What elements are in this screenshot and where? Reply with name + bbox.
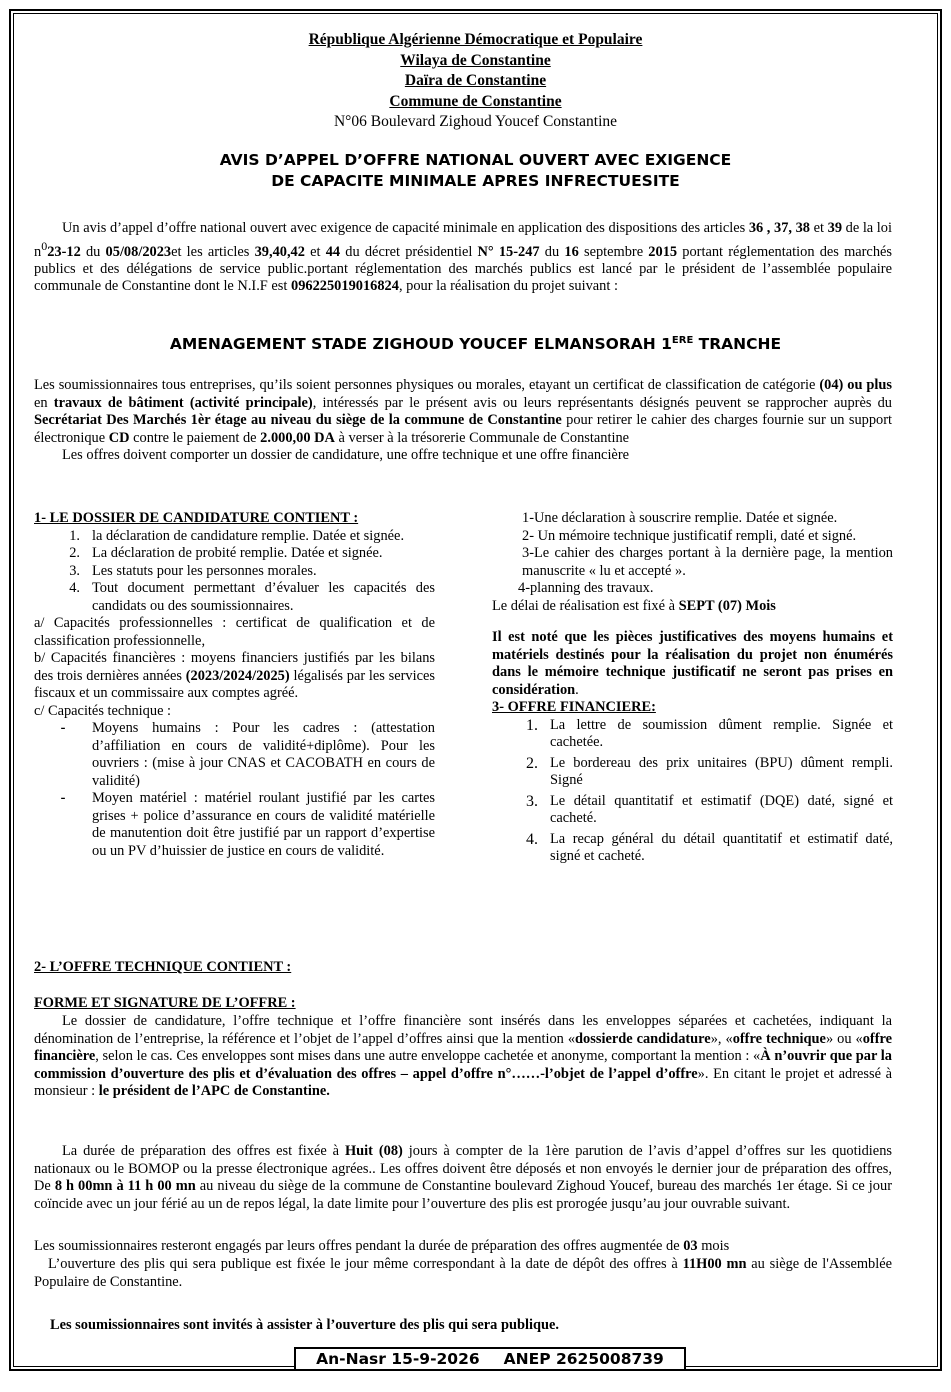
project-tail: TRANCHE	[693, 335, 782, 354]
list-item	[34, 720, 435, 790]
list-item	[492, 755, 893, 790]
forme-text: , selon le cas. Ces enveloppes sont mises dans une autre enveloppe cachetée et anonyme, comportant la mention : «	[95, 1048, 761, 1064]
dash-bullet: -	[60, 720, 66, 736]
item-number: 1.	[69, 527, 80, 544]
intro-articles-decree: 39,40,42	[254, 243, 305, 260]
item-text: La recap général du détail quantitatif et estimatif daté, signé et cacheté.	[550, 830, 893, 864]
header	[0, 30, 951, 133]
bidders-secretariat: Secrétariat Des Marchés 1èr étage au niveau du siège de la commune de Constantine	[34, 412, 562, 428]
opening-text: L’ouverture des plis qui sera publique est fixée le jour même correspondant à la date de dépôt des offres à	[48, 1256, 683, 1272]
capacity-financial-text: b/ Capacités financières : moyens financiers justifiés par les bilans des trois dernières années	[34, 650, 435, 684]
intro-nif: 096225019016824	[291, 278, 399, 295]
bidders-text: en	[34, 394, 54, 411]
intro-text: et	[810, 220, 828, 236]
invite-line	[50, 1317, 890, 1335]
intro-text: , pour la réalisation du projet suivant :	[398, 278, 618, 295]
intro-text: et les articles	[171, 243, 255, 260]
capacity-years: (2023/2024/2025)	[185, 667, 290, 684]
bidders-cd: CD	[108, 429, 130, 446]
intro-article-44: 44	[325, 243, 341, 260]
list-item	[34, 790, 435, 860]
header-commune: Commune de Constantine	[389, 92, 562, 110]
forme-text: » ou «	[825, 1030, 863, 1047]
section1-heading: 1- LE DOSSIER DE CANDIDATURE CONTIENT :	[34, 510, 359, 526]
item-number: 4.	[69, 580, 80, 596]
duration-text: La durée de préparation des offres est fixée à	[62, 1143, 345, 1159]
intro-loi: 23-12	[47, 243, 81, 260]
list-item	[492, 717, 893, 752]
intro-sup: 0	[41, 238, 48, 253]
section2-heading: 2- L’OFFRE TECHNIQUE CONTIENT :	[34, 959, 292, 975]
tech-item: 4-planning des travaux.	[518, 580, 654, 596]
capacity-professional: a/ Capacités professionnelles : certificat de qualification et de classification professionnelle,	[34, 615, 435, 649]
item-number: 3.	[69, 562, 80, 579]
bidders-price: 2.000,00 DA	[260, 429, 335, 446]
intro-articles: 36 , 37, 38	[748, 220, 811, 236]
duration-text: jours à compter de la 1ère parution de l’avis d’appel d’offres sur les quotidiens nationaux ou le BOMOP ou la presse électronique agrées.. Les offres doivent être déposés et non envoyés le dernier jour de préparation des offres, De	[34, 1143, 892, 1194]
intro-year: 2015	[648, 243, 678, 260]
bidders-works: travaux de bâtiment (activité principale)	[53, 394, 313, 411]
notice-title	[0, 150, 951, 192]
intro-text: de la loi n	[34, 220, 892, 260]
item-text: Moyen matériel : matériel roulant justifié par les cartes grises + police d’assurance en cours de validité matérielle de manutention doit être justifié par un rapport d’expertise ou un PV d’huissier de justice en cours de validité.	[92, 790, 435, 859]
item-text: Tout document permettant d’évaluer les capacités des candidats ou des soumissionnaires.	[92, 580, 435, 614]
opening-text: au siège de l'Assemblée Populaire de Constantine.	[34, 1256, 892, 1290]
list-item	[34, 528, 435, 546]
bidders-text: contre le paiement de	[129, 429, 261, 446]
forme-text: », «	[710, 1030, 733, 1047]
item-number: 4.	[526, 830, 538, 848]
footer-anep: ANEP 2625008739	[503, 1350, 664, 1368]
forme-mention-ouvrir: À n’ouvrir que par la commission d’ouverture des plis et d’évaluation des offres – appel d’offre n°……-l’objet de l’appel d’offre	[34, 1048, 892, 1082]
tech-item: 2- Un mémoire technique justificatif rempli, daté et signé.	[522, 527, 857, 544]
opening-time: 11H00 mn	[682, 1256, 747, 1272]
list-item	[34, 580, 435, 615]
intro-text: et	[304, 243, 326, 260]
item-number: 2.	[526, 754, 538, 772]
invite-text: Les soumissionnaires sont invités à assister à l’ouverture des plis qui sera publique.	[50, 1317, 559, 1333]
intro-day: 16	[564, 243, 579, 260]
intro-text: septembre	[578, 243, 649, 260]
section3-heading: 3- OFFRE FINANCIERE:	[492, 699, 656, 715]
dash-bullet: -	[60, 790, 66, 806]
offers-line: Les offres doivent comporter un dossier de candidature, une offre technique et une offre financière	[62, 447, 630, 463]
header-wilaya: Wilaya de Constantine	[400, 51, 551, 69]
bidders-text: pour retirer le cahier des charges fournie sur un support électronique	[34, 412, 893, 446]
forme-mention-dossier: dossierde candidature	[575, 1030, 711, 1047]
item-number: 2.	[69, 545, 80, 561]
item-text: Les statuts pour les personnes morales.	[92, 562, 317, 579]
item-text: Le détail quantitatif et estimatif (DQE) daté, signé et cacheté.	[550, 792, 893, 826]
capacity-financial	[34, 650, 435, 703]
item-text: Moyens humains : Pour les cadres : (attestation d’affiliation en cours de validité+diplôme). Pour les ouvriers : (mise à jour CNAS et CACOBATH en cours de validité)	[92, 720, 435, 789]
forme-heading: FORME ET SIGNATURE DE L’OFFRE :	[34, 995, 296, 1011]
intro-article-39: 39	[827, 220, 843, 236]
left-column	[34, 510, 435, 860]
item-text: La lettre de soumission dûment remplie. Signée et cachetée.	[550, 716, 893, 750]
title-line-1: AVIS D’APPEL D’OFFRE NATIONAL OUVERT AVEC EXIGENCE	[219, 151, 732, 169]
address-number: N°06	[333, 113, 367, 130]
right-column	[492, 510, 893, 869]
note-paragraph	[492, 629, 893, 699]
project-sup: ERE	[671, 335, 694, 346]
address-street: Boulevard Zighoud Youcef Constantine	[366, 113, 618, 130]
item-number: 1.	[526, 716, 538, 734]
duration-days: Huit (08)	[344, 1143, 403, 1159]
header-address	[0, 112, 951, 133]
duration-paragraph	[34, 1143, 892, 1213]
delay-text: Le délai de réalisation est fixé à	[492, 597, 679, 614]
engaged-line	[34, 1238, 892, 1256]
capacity-technical: c/ Capacités technique :	[34, 702, 172, 719]
list-item	[34, 545, 435, 563]
title-line-2: DE CAPACITE MINIMALE APRES INFRECTUESITE	[271, 172, 680, 190]
capacity-financial-text: légalisés par les services fiscaux et un commissaire aux comptes agréé.	[34, 667, 436, 701]
item-number: 3.	[526, 792, 538, 810]
engaged-text: Les soumissionnaires resteront engagés par leurs offres pendant la durée de préparation des offres augmentée de	[34, 1238, 684, 1254]
duration-hours: 8 h 00mn à 11 h 00 mn	[54, 1178, 196, 1194]
forme-mention-financiere: offre financière	[34, 1030, 892, 1064]
bidders-text: à verser à la trésorerie Communale de Constantine	[334, 429, 630, 446]
intro-text: portant réglementation des marchés publics et des délégations de service public.portant réglementation des marchés publics est lancé par le président de l’assemblée populaire communale de Constantine dont le N.I.F est	[34, 243, 893, 295]
intro-decree: N° 15-247	[477, 243, 540, 260]
tech-item: 1-Une déclaration à souscrire remplie. Datée et signée.	[522, 510, 838, 526]
engaged-text: mois	[697, 1238, 730, 1254]
list-item	[492, 831, 893, 866]
bidders-category: (04) ou plus	[819, 377, 892, 393]
header-daira: Daïra de Constantine	[404, 72, 547, 89]
engaged-months: 03	[683, 1238, 698, 1254]
forme-addressee: le président de l’APC de Constantine.	[98, 1083, 330, 1099]
intro-date: 05/08/2023	[105, 243, 172, 260]
bidders-text: Les soumissionnaires tous entreprises, qu’ils soient personnes physiques ou morales, etayant un certificat de classification de catégorie	[34, 377, 820, 393]
forme-paragraph	[34, 1013, 892, 1101]
delay-line	[492, 598, 893, 616]
forme-mention-technique: offre technique	[732, 1030, 826, 1047]
header-republic: République Algérienne Démocratique et Populaire	[308, 31, 643, 48]
project-title	[0, 335, 951, 353]
opening-paragraph	[34, 1256, 892, 1291]
bidders-paragraph	[34, 377, 892, 465]
tech-item: 3-Le cahier des charges portant à la dernière page, la mention manuscrite « lu et accepté ».	[522, 545, 893, 579]
forme-text: ». En citant le projet et adressé à monsieur :	[34, 1065, 892, 1099]
intro-text: du	[80, 243, 106, 260]
list-item	[34, 563, 435, 581]
note-text: Il est noté que les pièces justificatives des moyens humains et matériels destinés pour la réalisation du projet non énumérés dans le mémoire technique justificatif ne seront pas prises en considération	[492, 629, 893, 698]
footer-newspaper: An-Nasr 15-9-2026	[316, 1350, 480, 1368]
intro-text: du décret présidentiel	[340, 243, 478, 260]
forme-text: Le dossier de candidature, l’offre technique et l’offre financière sont insérés dans les enveloppes séparées et cachetées, indiquant la dénomination de l’entreprise, la référence et l’objet de l’appel d’offres ainsi que la mention «	[34, 1013, 892, 1047]
intro-text: Un avis d’appel d’offre national ouvert avec exigence de capacité minimale en application des dispositions des articles	[62, 220, 749, 236]
item-text: Le bordereau des prix unitaires (BPU) dûment rempli. Signé	[550, 754, 893, 788]
duration-text: au niveau du siège de la commune de Constantine boulevard Zighoud Youcef, bureau des marchés 1er étage. Si ce jour coïncide avec un jour férié au un de repos légal, la date limite pour l’ouverture des plis est prorogée jusqu’au jour ouvrable suivant.	[34, 1178, 892, 1212]
item-text: la déclaration de candidature remplie. Datée et signée.	[92, 527, 405, 544]
delay-value: SEPT (07) Mois	[678, 597, 776, 614]
bidders-text: , intéressés par le présent avis ou leurs représentants désignés peuvent se rapprocher auprès du	[312, 394, 893, 411]
note-end: .	[575, 681, 579, 698]
intro-text: du	[539, 243, 565, 260]
project-name: AMENAGEMENT STADE ZIGHOUD YOUCEF ELMANSORAH 1	[169, 335, 672, 354]
item-text: La déclaration de probité remplie. Datée et signée.	[92, 545, 383, 561]
intro-paragraph	[34, 220, 892, 296]
list-item	[492, 793, 893, 828]
footer-box	[294, 1347, 686, 1371]
